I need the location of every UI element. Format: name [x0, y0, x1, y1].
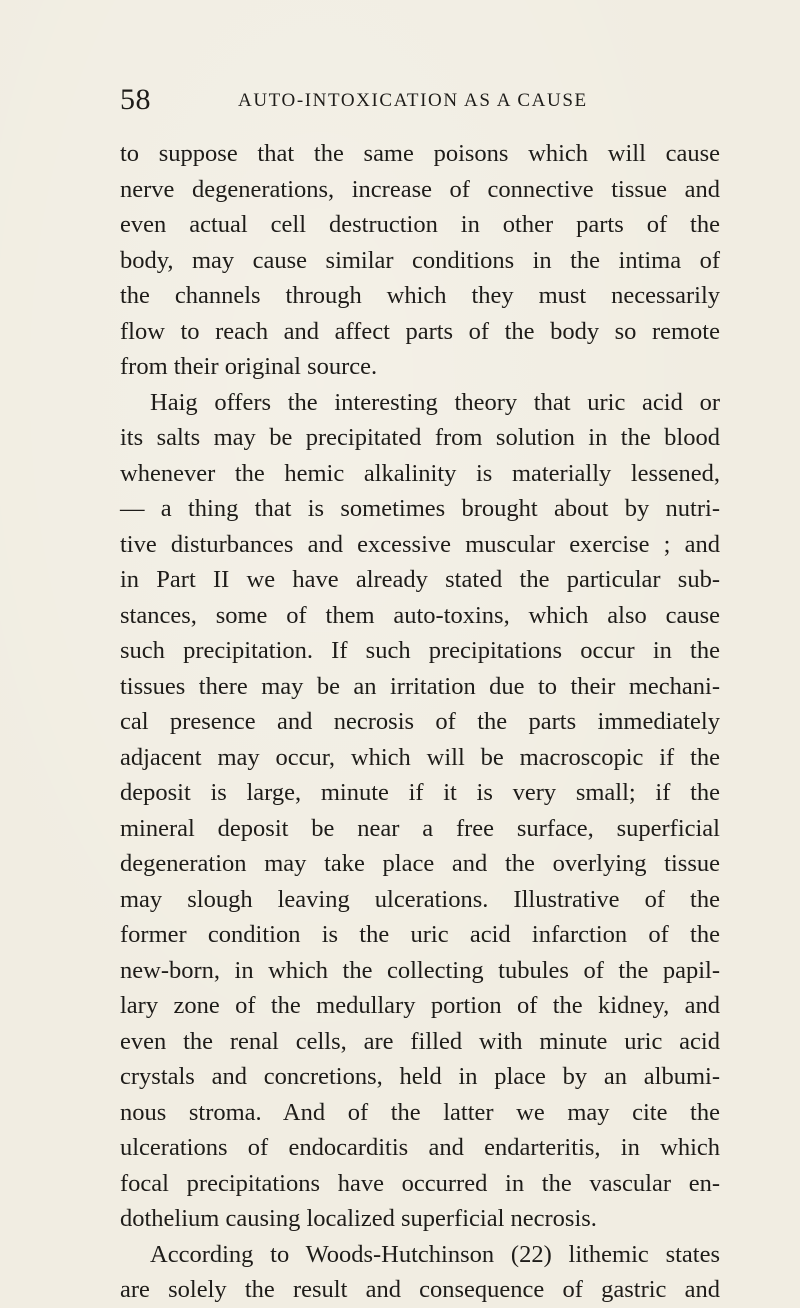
text-line: flow to reach and affect parts of the body so remote	[120, 317, 720, 345]
text-line: focal precipitations have occurred in the vascular en-	[120, 1169, 720, 1197]
text-line: ulcerations of endocarditis and endarteritis, in which	[120, 1134, 720, 1161]
running-title: AUTO-INTOXICATION AS A CAUSE	[238, 90, 588, 111]
text-line: deposit is large, minute if it is very small; if the	[120, 779, 720, 806]
text-line: Haig offers the interesting theory that uric acid or	[150, 388, 720, 416]
text-line: nous stroma. And of the latter we may cite the	[120, 1098, 720, 1126]
text-line: to suppose that the same poisons which will cause	[120, 140, 720, 167]
text-line: mineral deposit be near a free surface, superficial	[120, 814, 720, 842]
page-number: 58	[120, 83, 151, 116]
text-line: may slough leaving ulcerations. Illustrative of the	[120, 885, 720, 913]
running-head	[120, 82, 700, 118]
text-line: nerve degenerations, increase of connective tissue and	[120, 175, 720, 203]
text-line: lary zone of the medullary portion of the kidney, and	[120, 992, 720, 1019]
text-line: adjacent may occur, which will be macroscopic if the	[120, 743, 720, 771]
text-line: According to Woods-Hutchinson (22) lithemic states	[150, 1240, 720, 1268]
text-line: even the renal cells, are filled with minute uric acid	[120, 1027, 720, 1055]
text-line: its salts may be precipitated from solution in the blood	[120, 424, 720, 451]
text-line: former condition is the uric acid infarction of the	[120, 921, 720, 948]
text-line: degeneration may take place and the overlying tissue	[120, 850, 720, 877]
text-line: from their original source.	[120, 353, 378, 380]
text-line: dothelium causing localized superficial necrosis.	[120, 1205, 597, 1232]
text-line: even actual cell destruction in other parts of the	[120, 211, 720, 238]
text-line: the channels through which they must necessarily	[120, 282, 720, 309]
text-line: tive disturbances and excessive muscular exercise ; and	[120, 530, 720, 558]
text-line: are solely the result and consequence of gastric and	[120, 1276, 720, 1303]
text-line: new-born, in which the collecting tubules of the papil-	[120, 956, 720, 984]
text-line: tissues there may be an irritation due to their mechani-	[120, 672, 720, 700]
text-line: body, may cause similar conditions in the intima of	[120, 246, 720, 274]
text-line: whenever the hemic alkalinity is materially lessened,	[120, 459, 720, 487]
text-line: such precipitation. If such precipitations occur in the	[120, 637, 720, 664]
text-line: cal presence and necrosis of the parts immediately	[120, 708, 720, 735]
text-line: — a thing that is sometimes brought about by nutri-	[120, 495, 720, 522]
text-line: stances, some of them auto-toxins, which also cause	[120, 601, 720, 629]
text-line: in Part II we have already stated the particular sub-	[120, 566, 720, 593]
text-line: crystals and concretions, held in place by an albumi-	[120, 1063, 720, 1090]
body-text	[120, 136, 720, 1308]
